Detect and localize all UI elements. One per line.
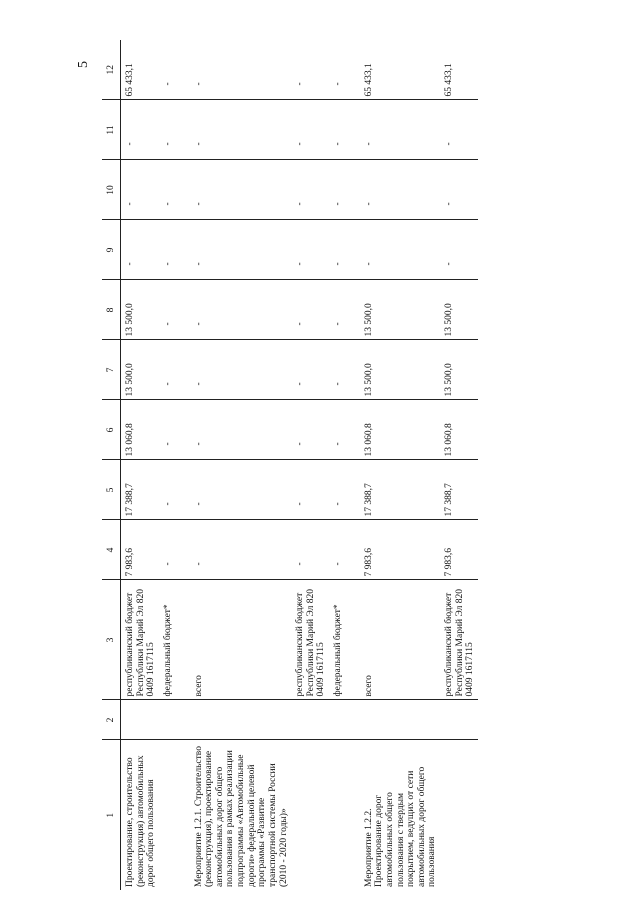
table-cell: -	[121, 100, 159, 160]
table-cell: 7 983,6	[440, 520, 478, 580]
table-cell	[190, 700, 292, 740]
table-cell: -	[190, 280, 292, 340]
table-cell: -	[159, 220, 176, 280]
table-cell	[346, 100, 360, 160]
table-cell: -	[291, 340, 329, 400]
column-header: 5	[102, 460, 121, 520]
page-number: 5	[76, 61, 91, 68]
table-cell: всего	[360, 580, 440, 700]
table-cell	[176, 460, 190, 520]
table-cell	[176, 340, 190, 400]
table-cell	[346, 40, 360, 100]
table-cell: -	[440, 160, 478, 220]
table-cell: -	[190, 220, 292, 280]
table-cell: -	[159, 280, 176, 340]
table-cell: -	[329, 220, 346, 280]
table-body	[121, 40, 478, 890]
table-cell: Мероприятие 1.2.1. Строительство (реконструкция), проектирование автомобильных дорог общего пользования в рамках реализации подпрограммы «Автомобильные дороги» федеральной целевой программы «Развитие транспортной системы России (2010 - 2020 годы)»	[193, 746, 289, 887]
table-cell	[176, 740, 190, 890]
table-cell	[176, 280, 190, 340]
column-header: 8	[102, 280, 121, 340]
table-cell: -	[329, 400, 346, 460]
table-cell	[329, 700, 346, 740]
column-header: 11	[102, 100, 121, 160]
table-cell: 13 500,0	[360, 340, 440, 400]
table-cell: -	[190, 40, 292, 100]
table-cell: 13 500,0	[121, 340, 159, 400]
table-cell: -	[329, 160, 346, 220]
table-cell	[440, 740, 478, 890]
table-cell: 65 433,1	[440, 40, 478, 100]
table-cell: -	[291, 160, 329, 220]
table-cell: -	[291, 280, 329, 340]
table-cell	[176, 100, 190, 160]
table-cell	[159, 700, 176, 740]
table-cell: -	[159, 100, 176, 160]
table-cell: -	[329, 280, 346, 340]
table-row	[440, 40, 478, 890]
table-cell	[159, 740, 176, 890]
table-cell: 17 388,7	[121, 460, 159, 520]
table-cell	[346, 280, 360, 340]
table-cell	[291, 700, 329, 740]
table-cell: 13 500,0	[121, 280, 159, 340]
table-cell	[440, 700, 478, 740]
table-cell	[346, 580, 360, 700]
table-cell	[176, 160, 190, 220]
column-header: 2	[102, 700, 121, 740]
spacer-row	[346, 40, 360, 890]
table-cell: -	[291, 460, 329, 520]
budget-table	[102, 40, 478, 890]
table-cell: федеральный бюджет*	[329, 580, 346, 700]
table-row	[121, 40, 159, 890]
table-cell: 65 433,1	[121, 40, 159, 100]
table-cell: -	[159, 460, 176, 520]
table-cell	[176, 400, 190, 460]
table-cell	[346, 460, 360, 520]
table-cell: -	[360, 100, 440, 160]
column-header: 6	[102, 400, 121, 460]
table-cell: -	[360, 160, 440, 220]
column-header: 9	[102, 220, 121, 280]
table-cell	[329, 740, 346, 890]
table-cell: 7 983,6	[121, 520, 159, 580]
table-cell	[176, 580, 190, 700]
table-cell: -	[440, 100, 478, 160]
table-cell: -	[329, 460, 346, 520]
table-cell: -	[291, 100, 329, 160]
table-cell	[346, 340, 360, 400]
table-cell: -	[190, 400, 292, 460]
column-header: 3	[102, 580, 121, 700]
table-cell: -	[329, 520, 346, 580]
table-cell: -	[190, 340, 292, 400]
table-row	[159, 40, 176, 890]
table-cell: -	[329, 340, 346, 400]
column-header: 10	[102, 160, 121, 220]
table-cell: 17 388,7	[440, 460, 478, 520]
table-row	[360, 40, 440, 890]
table-cell: -	[190, 160, 292, 220]
table-cell: всего	[190, 580, 292, 700]
table-cell	[346, 220, 360, 280]
table-cell	[346, 700, 360, 740]
table-cell: Проектирование, строительство (реконструкция) автомобильных дорог общего пользования	[125, 755, 157, 887]
table-cell: Мероприятие 1.2.2. Проектирование дорог автомобильных общего пользования с твердым покрытием, ведущих от сети автомобильных дорог общего пользования	[363, 766, 438, 887]
table-cell	[346, 400, 360, 460]
column-header: 12	[102, 40, 121, 100]
table-cell: -	[159, 160, 176, 220]
table-cell: -	[329, 40, 346, 100]
rotated-table-container	[102, 40, 532, 890]
table-cell: 13 500,0	[440, 340, 478, 400]
table-cell: -	[440, 220, 478, 280]
table-cell: -	[190, 460, 292, 520]
table-cell: -	[159, 520, 176, 580]
table-row	[190, 40, 292, 890]
table-cell	[176, 700, 190, 740]
table-cell: 13 500,0	[440, 280, 478, 340]
table-cell: республиканский бюджет Республики Марий Эл 820 0409 1617115	[121, 580, 159, 700]
table-cell: федеральный бюджет*	[159, 580, 176, 700]
table-cell: 13 060,8	[121, 400, 159, 460]
table-cell: республиканский бюджет Республики Марий Эл 820 0409 1617115	[440, 580, 478, 700]
table-cell: -	[159, 340, 176, 400]
table-cell: 7 983,6	[360, 520, 440, 580]
table-cell	[121, 700, 159, 740]
table-cell: 13 060,8	[360, 400, 440, 460]
table-cell: -	[190, 100, 292, 160]
table-cell: 13 500,0	[360, 280, 440, 340]
column-header: 1	[102, 740, 121, 890]
table-cell: 13 060,8	[440, 400, 478, 460]
table-cell	[176, 220, 190, 280]
table-cell: -	[291, 400, 329, 460]
table-cell: -	[121, 220, 159, 280]
table-cell	[346, 160, 360, 220]
header-row	[102, 40, 121, 890]
table-cell	[360, 700, 440, 740]
table-cell: -	[291, 520, 329, 580]
table-cell: -	[159, 400, 176, 460]
table-cell	[346, 520, 360, 580]
table-cell: -	[159, 40, 176, 100]
column-header: 7	[102, 340, 121, 400]
table-cell	[176, 520, 190, 580]
table-cell: -	[291, 40, 329, 100]
table-row	[329, 40, 346, 890]
table-cell	[176, 40, 190, 100]
table-row	[291, 40, 329, 890]
table-cell	[346, 740, 360, 890]
table-cell: 17 388,7	[360, 460, 440, 520]
column-header: 4	[102, 520, 121, 580]
table-cell: республиканский бюджет Республики Марий Эл 820 0409 1617115	[291, 580, 329, 700]
table-cell: -	[360, 220, 440, 280]
table-cell: -	[121, 160, 159, 220]
table-cell	[291, 740, 329, 890]
table-cell: -	[291, 220, 329, 280]
spacer-row	[176, 40, 190, 890]
table-cell: -	[329, 100, 346, 160]
table-cell: 65 433,1	[360, 40, 440, 100]
table-cell: -	[190, 520, 292, 580]
